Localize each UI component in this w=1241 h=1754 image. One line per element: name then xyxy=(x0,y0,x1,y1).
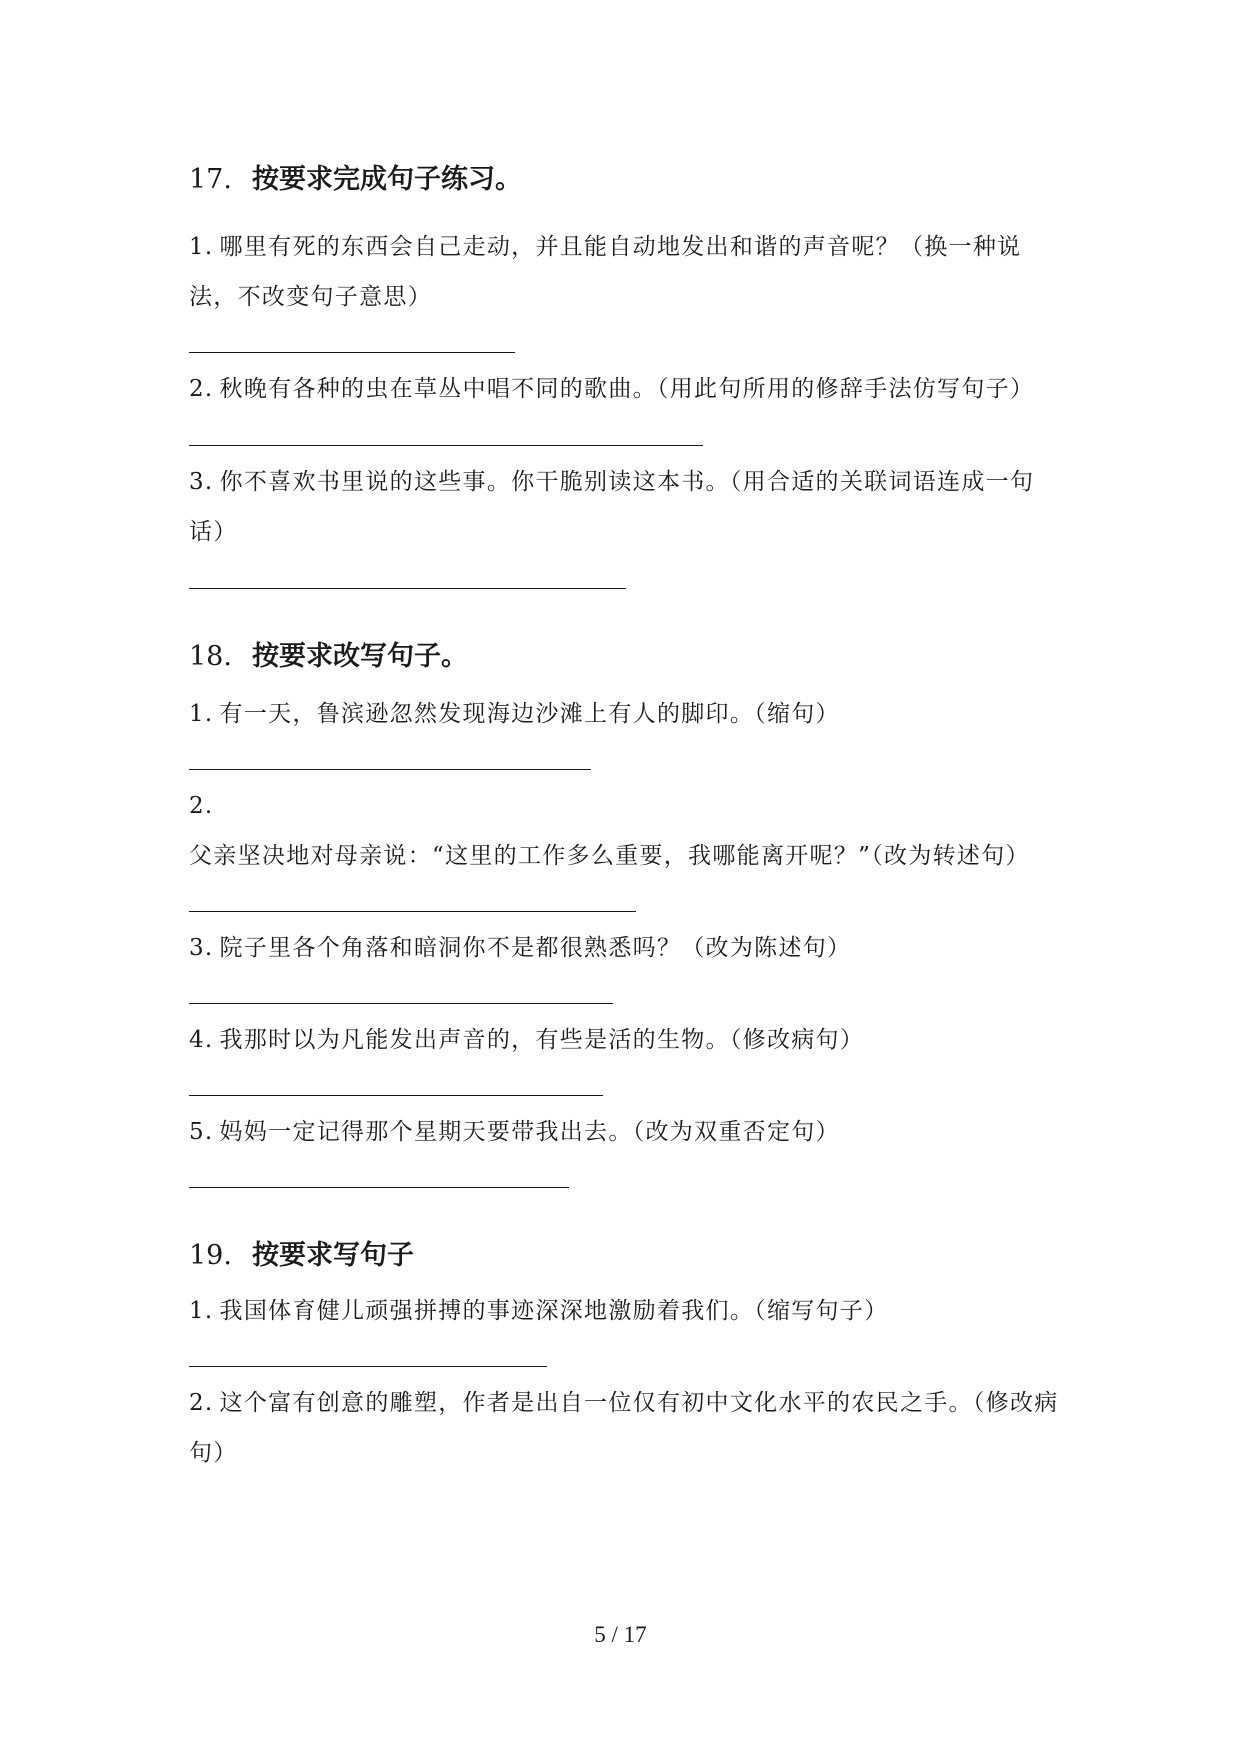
question-18-2 xyxy=(189,781,1059,881)
question-18-4 xyxy=(189,1015,1059,1065)
question-text: 哪里有死的东西会自己走动，并且能自动地发出和谐的声音呢？（换一种说法，不改变句子意思） xyxy=(189,234,1022,310)
section-title-text: 按要求完成句子练习。 xyxy=(251,164,522,195)
question-number: 1. xyxy=(189,701,214,727)
question-text: 你不喜欢书里说的这些事。你干脆别读这本书。（用合适的关联词语连成一句话） xyxy=(189,469,1035,545)
question-text: 我国体育健儿顽强拼搏的事迹深深地激励着我们。（缩写句子） xyxy=(219,1298,889,1324)
question-number: 2. xyxy=(189,376,214,402)
question-number: 1. xyxy=(189,1298,214,1324)
question-19-2 xyxy=(189,1378,1059,1478)
section-number: 18. xyxy=(189,641,232,672)
question-17-2 xyxy=(189,364,1059,414)
question-text: 妈妈一定记得那个星期天要带我出去。（改为双重否定句） xyxy=(219,1119,840,1145)
question-text: 我那时以为凡能发出声音的，有些是活的生物。（修改病句） xyxy=(219,1027,865,1053)
question-number: 3. xyxy=(189,935,214,961)
question-number: 2. xyxy=(189,793,214,819)
section-number: 17. xyxy=(189,164,232,195)
question-text: 秋晚有各种的虫在草丛中唱不同的歌曲。（用此句所用的修辞手法仿写句子） xyxy=(219,376,1035,402)
section-19-title xyxy=(189,1236,1059,1276)
section-title-text: 按要求写句子 xyxy=(251,1240,414,1271)
question-number: 1. xyxy=(189,234,214,260)
question-17-3 xyxy=(189,457,1059,557)
section-title-text: 按要求改写句子。 xyxy=(251,641,468,672)
question-text: 这个富有创意的雕塑，作者是出自一位仅有初中文化水平的农民之手。（修改病句） xyxy=(189,1390,1059,1466)
question-number: 5. xyxy=(189,1119,214,1145)
worksheet-content xyxy=(189,160,1059,1478)
page-indicator: 5 / 17 xyxy=(594,1622,647,1647)
question-18-3 xyxy=(189,923,1059,973)
question-text: 有一天，鲁滨逊忽然发现海边沙滩上有人的脚印。（缩句） xyxy=(219,701,840,727)
question-text: 父亲坚决地对母亲说：“这里的工作多么重要，我哪能离开呢？”（改为转述句） xyxy=(189,843,1030,869)
question-number: 3. xyxy=(189,469,214,495)
section-number: 19. xyxy=(189,1240,232,1271)
question-17-1 xyxy=(189,222,1059,322)
question-number: 4. xyxy=(189,1027,214,1053)
question-text: 院子里各个角落和暗洞你不是都很熟悉吗？（改为陈述句） xyxy=(219,935,852,961)
question-18-1 xyxy=(189,689,1059,739)
section-17-title xyxy=(189,160,1059,200)
question-18-5 xyxy=(189,1107,1059,1157)
section-18-title xyxy=(189,637,1059,677)
question-19-1 xyxy=(189,1286,1059,1336)
question-number: 2. xyxy=(189,1390,214,1416)
